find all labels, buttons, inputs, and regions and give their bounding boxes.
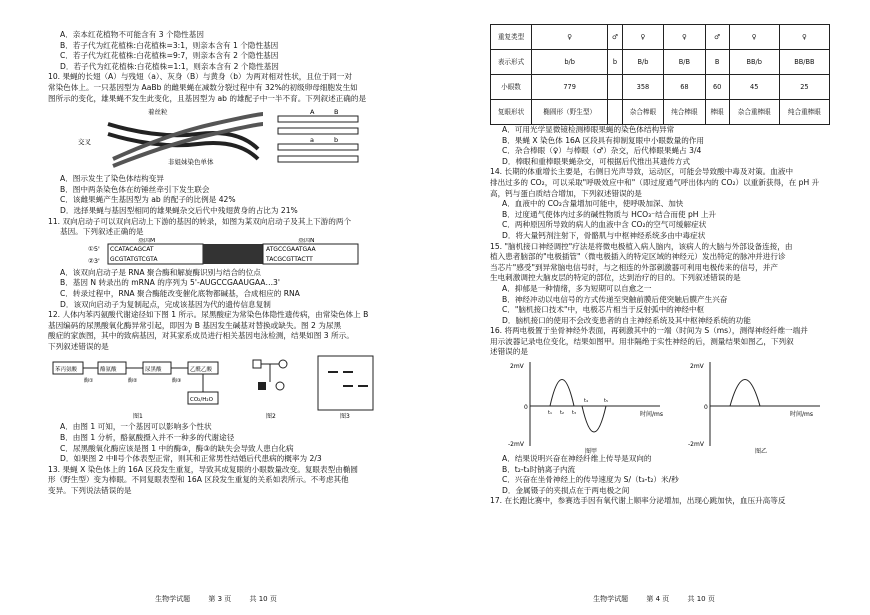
- graph2-xlabel: 时间/ms: [790, 411, 813, 419]
- table-row-header: 重复类型: [491, 25, 532, 50]
- caption-fig3: 图3: [340, 413, 350, 421]
- right-text: [490, 24, 860, 507]
- question-line: 植入患者脑部的"电极插管"（微电极插入的特定区域的神经元）发出特定的脉冲并进行诊: [490, 252, 786, 262]
- question-line: 图所示的变化，雄果蝇不发生此变化，且基因型为 ab 的雄配子中一半不育。下列叙述正确的是: [48, 93, 367, 103]
- question-10: 10. 果蝇的长翅（A）与残翅（a）、灰身（B）与黄身（b）为两对相对性状，且位于同一对: [48, 72, 352, 82]
- potential-graphs: [490, 358, 860, 454]
- footer-total: 共 10 页: [249, 595, 277, 604]
- table-cell: B/b: [622, 50, 663, 75]
- option-line: B．t₂-t₃时钠离子内流: [502, 464, 576, 474]
- question-line: 基因编码的尿黑酸氧化酶异常引起，即因为 B 基因发生碱基对替换或缺失。图 2 为尿黑: [48, 320, 342, 330]
- table-cell: 棒眼: [705, 100, 729, 125]
- table-row-header: 复眼形状: [491, 100, 532, 125]
- graph1-ybottom: -2mV: [508, 441, 524, 449]
- tick-t4: t₄: [584, 398, 588, 405]
- table-cell: 358: [622, 75, 663, 100]
- oscilloscope-graphs: [490, 358, 850, 454]
- option-line: B．图中两条染色体在纺锤丝牵引下发生联会: [60, 184, 210, 194]
- table-cell: ♀: [779, 25, 829, 50]
- graph1-zero: 0: [524, 404, 528, 412]
- sequence-3: ATGCCGAATGAA: [266, 245, 316, 253]
- option-line: B．由图 1 分析，酪氨酸摄入并不一种多的代谢途径: [60, 433, 235, 443]
- gene-m-label: 基因M: [138, 237, 156, 244]
- label-cross: 交叉: [78, 138, 91, 147]
- table-cell: 779: [532, 75, 608, 100]
- option-line: B．过度通气使体内过多的碱性物质与 HCO₃⁻结合而使 pH 上升: [502, 209, 717, 219]
- metabolism-figures: [48, 352, 428, 422]
- question-15: 15. "脑机接口神经调控"疗法是将微电极植入病人脑内，该病人的大脑与外部设备连接，由: [490, 241, 793, 251]
- option-line: A．抑郁是一种情绪，多为短期可以自愈之一: [502, 283, 652, 293]
- chromosome-diagram: [48, 104, 378, 174]
- pathway-pedigree-gel: [48, 352, 408, 422]
- label-chromatid: 非姐妹染色单体: [168, 158, 214, 167]
- question-line: 基因。下列叙述正确的是: [60, 227, 144, 237]
- footer-page: 第 3 页: [208, 595, 232, 604]
- table-cell: B: [705, 50, 729, 75]
- table-cell: ♂: [705, 25, 729, 50]
- table-cell: 25: [779, 75, 829, 100]
- question-line: 用示波器记录电位变化，结果如图甲。用非隔绝于实性神经的后，测量结果如图乙，下列叙: [490, 336, 794, 346]
- option-line: D．金属镊子的夹损点在于两电极之间: [502, 485, 630, 495]
- option-line: D．脑机接口的使用不会改变患者的自主神经系统及其中枢神经系统的功能: [502, 315, 751, 325]
- table-cell: ♀: [622, 25, 663, 50]
- option-line: B．基因 N 转录出的 mRNA 的序列为 5'-AUGCCGAAUGAA…3': [60, 278, 280, 288]
- question-line: 下列叙述错误的是: [48, 341, 109, 351]
- table-row: [491, 100, 830, 125]
- table-cell: 杂合棒眼: [622, 100, 663, 125]
- question-line: 变异。下列说法错误的是: [48, 486, 132, 496]
- table-cell: ♀: [532, 25, 608, 50]
- caption-fig1: 图1: [133, 413, 143, 421]
- tick-t5: t₅: [604, 398, 608, 405]
- table-row-header: 表示形式: [491, 50, 532, 75]
- option-line: A．可用光学显微镜检测棒眼果蝇的染色体结构异常: [502, 125, 675, 134]
- table-cell: 60: [705, 75, 729, 100]
- option-line: C．两种原因所导致的病人的血液中含 CO₂的空气可缓解症状: [502, 220, 707, 230]
- graph1-caption: 图甲: [585, 448, 598, 455]
- table-cell: 68: [664, 75, 705, 100]
- right-page: [438, 0, 870, 615]
- option-line: C．该雌果蝇产生基因型为 ab 的配子的比例是 42%: [60, 195, 236, 205]
- question-line: 常染色体上。一只基因型为 AaBb 的雌果蝇在减数分裂过程中有 32%的初级卵母细胞发生如: [48, 82, 358, 92]
- table-cell: BB/b: [729, 50, 779, 75]
- duplication-table: [490, 24, 830, 125]
- graph2-ytop: 2mV: [690, 363, 704, 371]
- option-line: A．图示发生了染色体结构变异: [60, 174, 164, 184]
- option-line: D．该双向启动子为复制起点，完成该基因为代的遗传信息复制: [60, 299, 271, 309]
- left-page: [0, 0, 432, 615]
- box-phe: 苯丙氨酸: [55, 367, 78, 374]
- option-line: A．由图 1 可知，一个基因可以影响多个性状: [60, 422, 212, 432]
- option-line: A．结果说明兴奋在神经纤维上传导是双向的: [502, 454, 652, 464]
- option-line: D．选择果蝇与基因型相同的雄果蝇杂交后代中残翅黄身的占比为 21%: [60, 205, 298, 215]
- graph2-ybottom: -2mV: [688, 441, 704, 449]
- option-line: D．如果图 2 中Ⅱ号个体表型正常，则其和正常男性结婚后代患病的概率为 2/3: [60, 454, 322, 464]
- table-cell: B/B: [664, 50, 705, 75]
- tick-t1: t₁: [548, 410, 552, 417]
- allele-a: a: [310, 136, 314, 145]
- label-centromere: 着丝粒: [148, 108, 168, 117]
- tick-t3: t₃: [572, 410, 576, 417]
- footer-page: 第 4 页: [646, 595, 670, 604]
- sequence-4: TACGCGTTACTT: [266, 255, 313, 263]
- table-cell: ♂: [608, 25, 622, 50]
- enzyme-2: 酶②: [128, 378, 138, 385]
- option-line: B．若子代为红花植株:白花植株=3:1，则亲本含有 1 个隐性基因: [60, 40, 279, 50]
- option-line: A．该双向启动子是 RNA 聚合酶和解旋酶识别与结合的位点: [60, 267, 261, 277]
- enzyme-1: 酶①: [84, 378, 94, 385]
- sequence-2: GCGTATGTCGTA: [110, 255, 158, 263]
- strand-2-label: ②3': [88, 256, 100, 265]
- table-cell: [608, 100, 622, 125]
- option-line: C．杂合棒眼（♀）与棒眼（♂）杂交，后代棒眼果蝇占 3/4: [502, 146, 702, 156]
- question-line: 述错误的是: [490, 347, 528, 357]
- box-tyr: 酪氨酸: [100, 367, 117, 374]
- table-cell: BB/BB: [779, 50, 829, 75]
- option-line: C．转录过程中，RNA 聚合酶能改变催化底物都碱基，合成相应的 RNA: [60, 288, 300, 298]
- option-line: C．"脑机接口技术"中，电极芯片相当于反射弧中的神经中枢: [502, 305, 705, 315]
- caption-fig2: 图2: [266, 413, 276, 421]
- question-line: 酸症的家族图，其中的致病基因，对其家系成员进行相关基因电泳检测，结果如图 3 所示。: [48, 331, 354, 341]
- left-text: [48, 30, 428, 497]
- option-line: A．亲本红花植物不可能含有 3 个隐性基因: [60, 30, 204, 39]
- question-12: 12. 人体内苯丙氨酸代谢途径如下图 1 所示。尿黑酸症为常染色体隐性遗传病，由常染色体上 B: [48, 310, 369, 320]
- question-line: 排出过多的 CO₂，可以采取"呼吸效应中和"（即过度通气呼出体内的 CO₂）以重新获得，在 pH 升: [490, 177, 820, 187]
- footer-total: 共 10 页: [687, 595, 715, 604]
- table-cell: 纯合重棒眼: [779, 100, 829, 125]
- table-cell: 45: [729, 75, 779, 100]
- question-line: 高，钙与蛋白质结合增加，下列叙述错误的是: [490, 188, 642, 198]
- graph1-ytop: 2mV: [510, 363, 524, 371]
- right-footer: [438, 594, 870, 605]
- allele-B: B: [334, 108, 339, 117]
- option-line: A．血液中的 CO₂含量增加可能中，使呼吸加深、加快: [502, 199, 684, 209]
- question-11: 11. 双向启动子可以双向启动上下游的基因的转录，如图为某双向启动子及其上下游的两个: [48, 216, 352, 226]
- table-cell: [608, 75, 622, 100]
- gene-n-label: 基因N: [298, 237, 315, 244]
- allele-b: b: [334, 136, 339, 145]
- option-line: D．若子代为红花植株:白花植株=1:1，则亲本含有 2 个隐性基因: [60, 61, 279, 71]
- table-cell: ♀: [729, 25, 779, 50]
- graph2-zero: 0: [704, 404, 708, 412]
- question-line: 形（野生型）变为棒眼。不同复眼表型和 16A 区段发生重复的关系如表所示。不考虑其他: [48, 475, 349, 485]
- enzyme-3: 酶③: [172, 378, 182, 385]
- chromosome-figure: [48, 104, 428, 174]
- promoter-diagram: [48, 238, 378, 268]
- question-line: 生电刺激调控大脑皮层的特定的部位，达到治疗的目的。下列叙述错误的是: [490, 273, 741, 283]
- option-line: B．果蝇 X 染色体 16A 区段具有抑制复眼中小眼数量的作用: [502, 135, 704, 145]
- question-16: 16. 将两电极置于坐骨神经外表面，再刺激其中的一端（时间为 S（ms），测得神经纤维一端并: [490, 326, 808, 336]
- option-line: D．棒眼和重棒眼果蝇杂交，可根据后代推出其遗传方式: [502, 156, 691, 166]
- question-line: 当芯片"感受"到异常脑电信号时，与之相连的外部刺激器可利用电极传来的信号，并产: [490, 262, 778, 272]
- box-co2: CO₂/H₂O: [190, 397, 213, 404]
- option-line: B．神经冲动以电信号的方式传递至突触前膜后使突触后膜产生兴奋: [502, 294, 728, 304]
- table-row: [491, 25, 830, 50]
- graph2-caption: 图乙: [755, 448, 768, 455]
- question-17: 17. 在长跑比赛中，参赛选手因有氧代谢上顺率分泌增加，出现心跳加快，血压升高等反: [490, 496, 786, 506]
- question-13: 13. 果蝇 X 染色体上的 16A 区段发生重复，导致其成复眼的小眼数量改变。复眼表型由椭圆: [48, 464, 358, 474]
- tick-t2: t₂: [560, 410, 564, 417]
- table-row: [491, 50, 830, 75]
- option-line: D．将大量钙剂注射下，骨骼肌与中枢神经系统多由中毒症状: [502, 230, 706, 240]
- table-cell: ♀: [664, 25, 705, 50]
- option-line: C．兴奋在坐骨神经上的传导速度为 S/（t₃-t₂）米/秒: [502, 475, 679, 485]
- table-row-header: 小眼数: [491, 75, 532, 100]
- graph1-xlabel: 时间/ms: [640, 411, 663, 419]
- footer-subject: 生物学试题: [593, 595, 629, 604]
- strand-1-label: ①5': [88, 244, 100, 253]
- footer-subject: 生物学试题: [155, 595, 191, 604]
- question-14: 14. 长期的体重增长主要是，右侧日光声导致，运动区，可能会导致酸中毒及对策。血液中: [490, 167, 794, 177]
- sequence-1: CCATACAGCAT: [110, 245, 154, 253]
- table-cell: b/b: [532, 50, 608, 75]
- table-cell: 杂合重棒眼: [729, 100, 779, 125]
- box-hga: 尿黑酸: [145, 367, 162, 374]
- box-aca: 乙酰乙酸: [190, 367, 213, 374]
- option-line: C．若子代为红花植株:白花植株=9:7，则亲本含有 2 个隐性基因: [60, 51, 279, 61]
- option-line: C．尿黑酸氧化酶应该是图 1 中的酶③，酶③的缺失会导致人患白化病: [60, 443, 294, 453]
- table-cell: 椭圆形（野生型）: [532, 100, 608, 125]
- table-row: [491, 75, 830, 100]
- table-cell: b: [608, 50, 622, 75]
- allele-A: A: [310, 108, 315, 117]
- table-cell: 纯合棒眼: [664, 100, 705, 125]
- promoter-figure: [48, 238, 428, 268]
- left-footer: [0, 594, 432, 605]
